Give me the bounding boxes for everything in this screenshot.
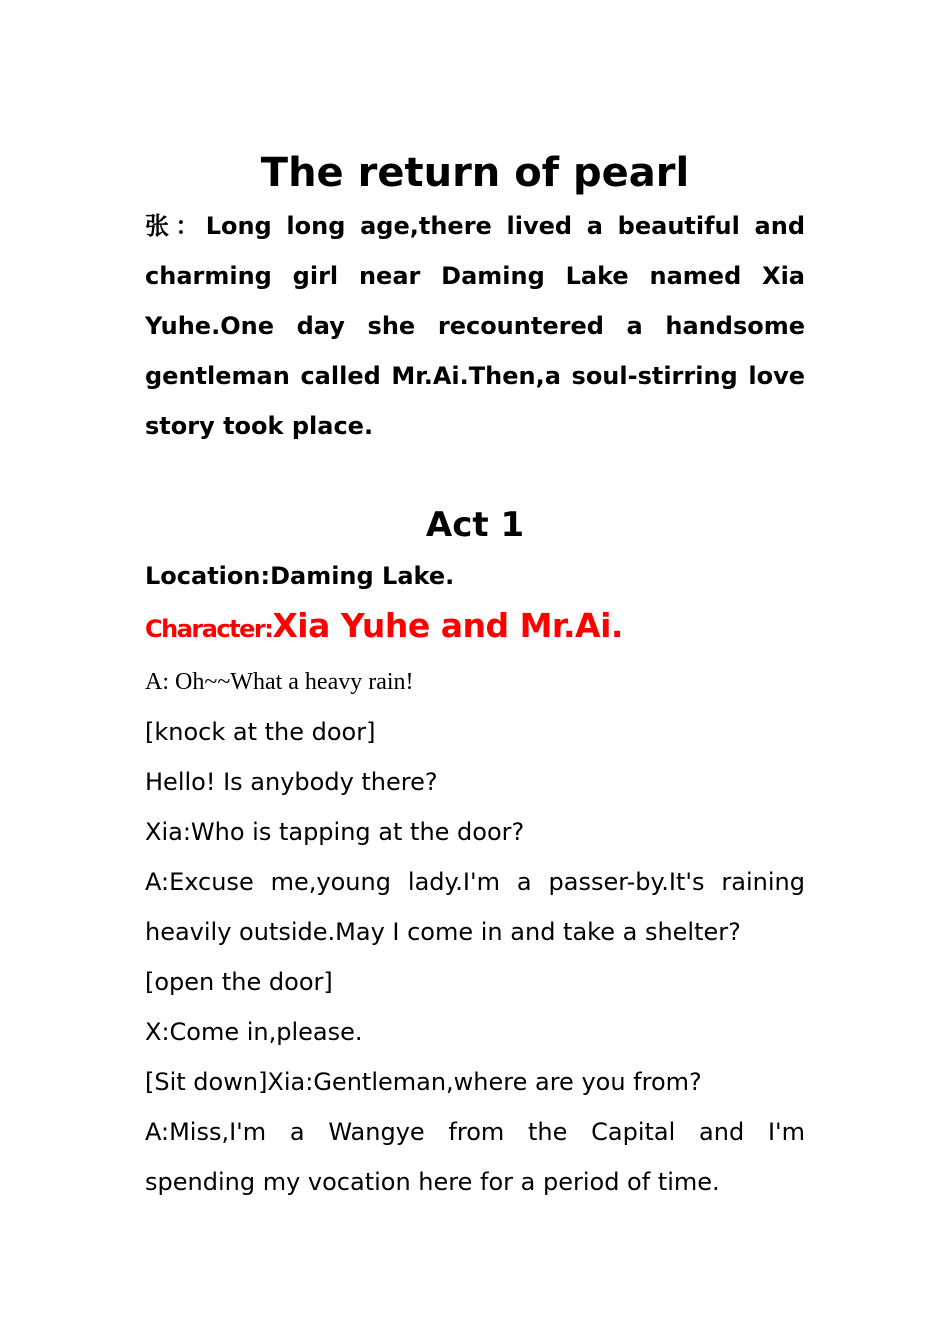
character-label: Character: xyxy=(145,615,273,643)
document-page xyxy=(145,145,805,1207)
dialogue-line: Xia:Who is tapping at the door? xyxy=(145,818,525,846)
location-line: Location:Daming Lake. xyxy=(145,562,455,590)
character-names: Xia Yuhe and Mr.Ai. xyxy=(272,606,623,645)
dialogue-line: Hello! Is anybody there? xyxy=(145,768,438,796)
intro-speaker: 张： xyxy=(145,212,206,240)
section-spacer xyxy=(145,451,805,499)
dialogue-line: [Sit down]Xia:Gentleman,where are you from? xyxy=(145,1068,702,1096)
intro-text: Long long age,there lived a beautiful and charming girl near Daming Lake named Xia Yuhe.One day she recountered a handsome gentleman called Mr.Ai.Then,a soul-stirring love story took place. xyxy=(145,212,806,440)
dialogue-line: A:Miss,I'm a Wangye from the Capital and I'm spending my vocation here for a period of time. xyxy=(145,1118,805,1196)
act-heading: Act 1 xyxy=(425,505,525,545)
dialogue-line: A:Excuse me,young lady.I'm a passer-by.It's raining heavily outside.May I come in and take a shelter? xyxy=(145,868,805,946)
dialogue-line: X:Come in,please. xyxy=(145,1018,363,1046)
stage-direction: [open the door] xyxy=(145,968,333,996)
stage-direction: [knock at the door] xyxy=(145,718,376,746)
character-line xyxy=(145,601,805,657)
dialogue-line: A: Oh~~What a heavy rain! xyxy=(145,669,414,695)
intro-paragraph xyxy=(145,201,805,451)
document-title: The return of pearl xyxy=(260,150,690,196)
